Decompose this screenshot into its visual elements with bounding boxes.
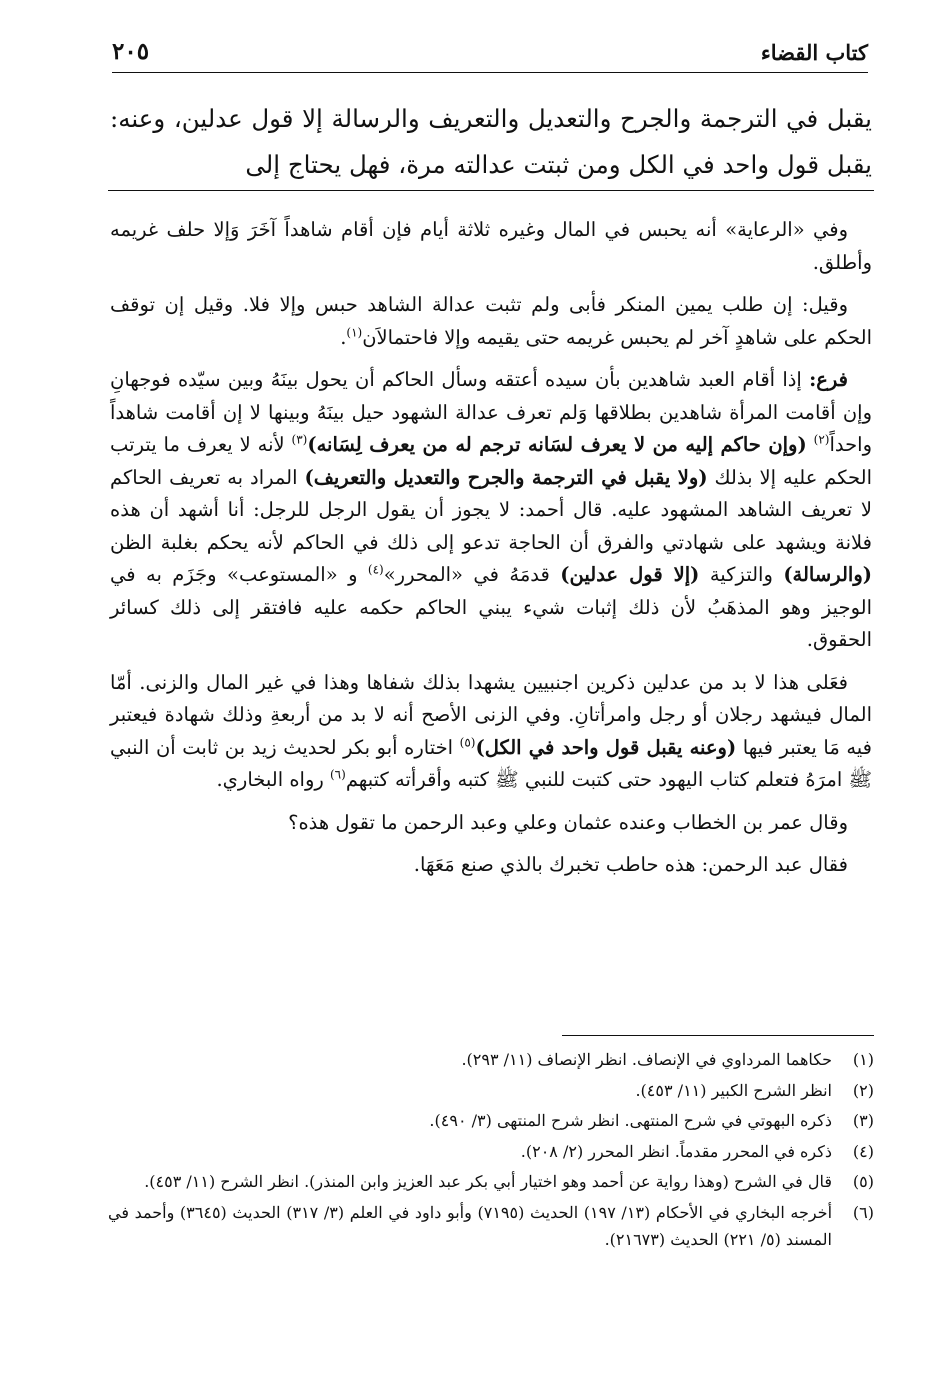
- footnote-number: (٦): [852, 1202, 874, 1222]
- commentary-text: اختاره أبو بكر لحديث زيد بن ثابت أن النبي ﷺ امرَهُ فتعلم كتاب اليهود حتى كتبت للنبي ﷺ كتبه وأقرأته كتبهم: [110, 735, 872, 791]
- commentary-text: لأنه لا يعرف ما يترتب الحكم عليه إلا بذلك: [110, 433, 872, 489]
- footnote-number: (٢): [852, 1080, 874, 1100]
- commentary-text: قدمَهُ في «المحرر»: [383, 563, 561, 586]
- commentary-paragraph: [110, 849, 872, 882]
- commentary-text: و «المستوعب» وجَزَم به في الوجيز وهو المذهَبُ لأن ذلك إثبات شيء يبني الحاكم حكمه عليه فافتقر إلى ذلك كسائر الحقوق.: [110, 563, 872, 651]
- footnote-text: حكاهما المرداوي في الإنصاف. انظر الإنصاف (١١/ ٢٩٣).: [461, 1050, 832, 1069]
- footnote-item: [108, 1107, 874, 1135]
- matn-quote: (وإن حاكم إليه من لا يعرف لسَانه ترجم له من يعرف لِسَانه): [307, 433, 807, 456]
- matn-quote: (إلا قول عدلين): [560, 563, 700, 586]
- commentary-text: وقال عمر بن الخطاب وعنده عثمان وعلي وعبد الرحمن ما تقول هذه؟: [288, 810, 848, 834]
- matn-quote: (وعنه يقبل قول واحد في الكل): [475, 735, 737, 759]
- commentary-paragraph: [110, 214, 872, 279]
- page-number: ٢٠٥: [112, 38, 150, 65]
- commentary-text: [807, 433, 814, 456]
- matn-quote: (والرسالة): [783, 563, 872, 586]
- footnote-number: (١): [852, 1050, 874, 1069]
- matn-quote: (ولا يقبل في الترجمة والجرح والتعديل والتعريف): [304, 465, 708, 489]
- commentary-text: وفي «الرعاية» أنه يحبس في المال وغيره ثلاثة أيام فإن أقام شاهداً آخَرَ وَإلا حلف غريمه وأطلق.: [110, 218, 872, 274]
- footnote-item: [108, 1077, 874, 1105]
- footnotes: [108, 1046, 874, 1257]
- footnote-divider: [562, 1035, 874, 1036]
- commentary-paragraph: [110, 364, 872, 657]
- footnote-ref[interactable]: (١): [346, 325, 363, 339]
- running-header: [112, 36, 868, 73]
- footnote-number: (٣): [852, 1111, 874, 1130]
- footnote-item: [108, 1199, 874, 1254]
- footnote-ref[interactable]: (٤): [367, 562, 384, 577]
- commentary-paragraph: [110, 289, 872, 354]
- commentary-paragraph: [110, 807, 872, 840]
- footnote-item: [108, 1138, 874, 1166]
- commentary-text: المراد به تعريف الحاكم لا تعريف الشاهد المشهود عليه. قال أحمد: لا يجوز أن يقول الرجل للرجل: أنا أشهد أن هذه فلانة ويشهد على شهادتي والفرق أن الحاجة تدعو إلى ذلك في الحاكم لأنه يحكم بغلبة الظن: [110, 465, 872, 554]
- footnote-ref[interactable]: (٢): [813, 432, 830, 447]
- matn-text: يقبل في الترجمة والجرح والتعديل والتعريف والرسالة إلا قول عدلين، وعنه: يقبل قول واحد في الكل ومن ثبتت عدالته مرة، فهل يحتاج إلى: [110, 104, 872, 179]
- footnote-number: (٥): [852, 1172, 874, 1191]
- footnote-text: قال في الشرح (وهذا رواية عن أحمد وهو اختيار أبي بكر عبد العزيز وابن المنذر). انظر الشرح (١١/ ٤٥٣).: [144, 1172, 832, 1191]
- commentary-text: .: [340, 325, 347, 349]
- footnote-ref[interactable]: (٣): [291, 432, 308, 447]
- footnote-ref[interactable]: (٥): [459, 735, 476, 749]
- footnote-text: ذكره البهوتي في شرح المنتهى. انظر شرح المنتهى (٣/ ٤٩٠).: [429, 1111, 832, 1130]
- chapter-title: كتاب القضاء: [760, 40, 868, 65]
- commentary-text: وقيل: إن طلب يمين المنكر فأبى ولم تثبت عدالة الشاهد حبس وإلا فلا. وقيل إن توقف الحكم على شاهدٍ آخر لم يحبس غريمه حتى يقيمه وإلا فاحتمالاَن: [110, 293, 872, 349]
- commentary-text: والتزكية: [699, 563, 784, 586]
- footnote-ref[interactable]: (٦): [329, 767, 346, 782]
- footnote-item: [108, 1046, 874, 1074]
- footnote-text: أخرجه البخاري في الأحكام (١٣/ ١٩٧) الحديث (٧١٩٥) وأبو داود في العلم (٣/ ٣١٧) الحديث (٣٦٤٥) وأحمد في المسند (٥/ ٢٢١) الحديث (٢١٦٧٣).: [108, 1202, 833, 1249]
- commentary: [110, 214, 872, 882]
- footnote-text: ذكره في المحرر مقدماً. انظر المحرر (٢/ ٢٠٨).: [520, 1141, 832, 1161]
- footnote-item: [108, 1168, 874, 1196]
- commentary-text: إذا أقام العبد شاهدين بأن سيده أعتقه وسأل الحاكم أن يحول بينَهُ وبين سيّده فوجهانِ وإن أقامت المرأة شاهدين بطلاقها وَلم تعرف عدالة الشهود حيل بينَهُ وبينها لا إن أقامت شاهداً واحداً: [110, 368, 872, 456]
- commentary-text: فقال عبد الرحمن: هذه حاطب تخبرك بالذي صنع مَعَهَا.: [413, 853, 848, 876]
- commentary-paragraph: [110, 667, 872, 797]
- footnote-number: (٤): [852, 1141, 874, 1161]
- commentary-text: فعَلى هذا لا بد من عدلين ذكرين اجنبيين يشهدا بذلك شفاها وهذا في غير المال والزنى. أمّا المال فيشهد رجلان أو رجل وامرأتانِ. وفي الزنى الأصح أنه لا بد من أربعةِ وذلك شهادة فيعتبر فيه مَا يعتبر فيها: [110, 670, 872, 759]
- footnote-text: انظر الشرح الكبير (١١/ ٤٥٣).: [635, 1080, 832, 1100]
- branch-heading: فرع:: [809, 368, 848, 391]
- commentary-text: رواه البخاري.: [216, 768, 330, 791]
- matn-divider: [108, 190, 874, 191]
